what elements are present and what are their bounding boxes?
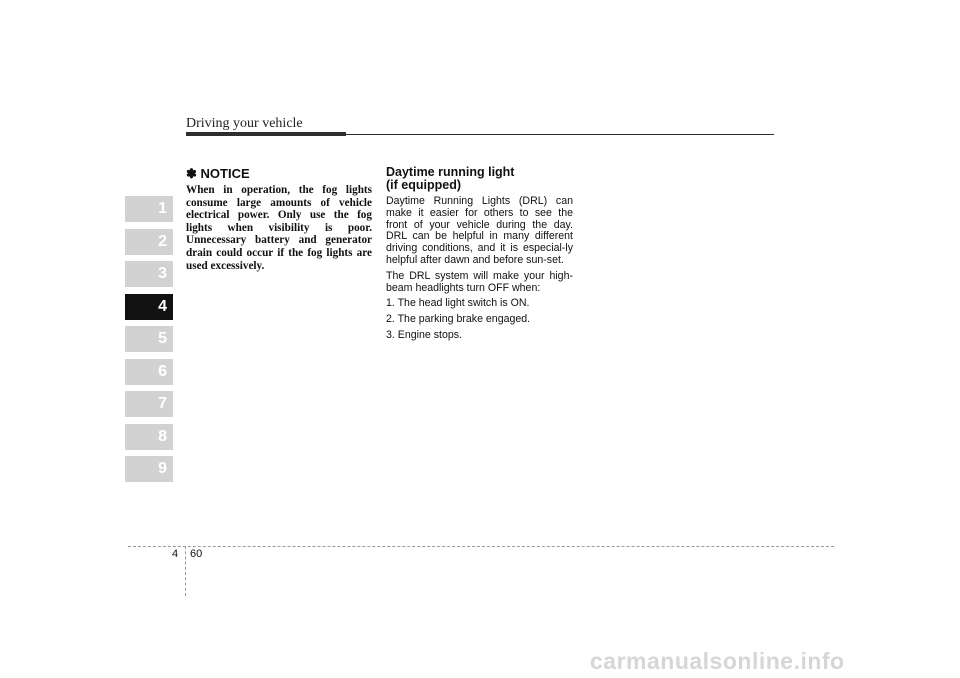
notice-column xyxy=(186,166,372,272)
chapter-tab-1[interactable]: 1 xyxy=(125,196,173,222)
chapter-tab-3[interactable]: 3 xyxy=(125,261,173,287)
notice-asterisk-icon: ✽ xyxy=(186,166,197,181)
drl-section-title xyxy=(386,166,573,192)
notice-text: When in operation, the fog lights consume large amounts of vehicle electrical power. Only use the fog lights when visibility is poor. Unnecessary battery and generator drain could occur if the fog lights are used excessively. xyxy=(186,184,372,272)
drl-section xyxy=(386,166,573,346)
drl-list-item-3: 3. Engine stops. xyxy=(386,328,462,341)
chapter-tab-6[interactable]: 6 xyxy=(125,359,173,385)
footer-rule xyxy=(128,546,834,547)
chapter-tab-7[interactable]: 7 xyxy=(125,391,173,417)
chapter-tab-4[interactable]: 4 xyxy=(125,294,173,320)
chapter-tab-9[interactable]: 9 xyxy=(125,456,173,482)
drl-list-item-1: 1. The head light switch is ON. xyxy=(386,297,530,310)
footer-divider xyxy=(185,546,186,596)
chapter-tab-8[interactable]: 8 xyxy=(125,424,173,450)
watermark: carmanualsonline.info xyxy=(590,648,845,674)
chapter-tabs xyxy=(125,196,173,489)
chapter-tab-5[interactable]: 5 xyxy=(125,326,173,352)
drl-list-item-2: 2. The parking brake engaged. xyxy=(386,313,531,326)
drl-title-line-2: (if equipped) xyxy=(386,178,461,192)
footer-page-number: 60 xyxy=(190,548,203,560)
notice-label: NOTICE xyxy=(200,166,250,181)
chapter-tab-2[interactable]: 2 xyxy=(125,229,173,255)
drl-paragraph-2: The DRL system will make your high-beam headlights turn OFF when: xyxy=(386,269,573,294)
notice-heading xyxy=(186,166,372,182)
header-rule xyxy=(346,134,774,135)
header-rule-accent xyxy=(186,132,346,136)
footer-chapter-number: 4 xyxy=(172,548,179,560)
drl-paragraph-1: Daytime Running Lights (DRL) can make it easier for others to see the front of your vehicle during the day. DRL can be helpful in many different driving conditions, and it is especial-ly helpful after dawn and before sun-set. xyxy=(386,195,573,266)
drl-title-line-1: Daytime running light xyxy=(386,165,515,179)
page-header-title: Driving your vehicle xyxy=(186,116,303,131)
